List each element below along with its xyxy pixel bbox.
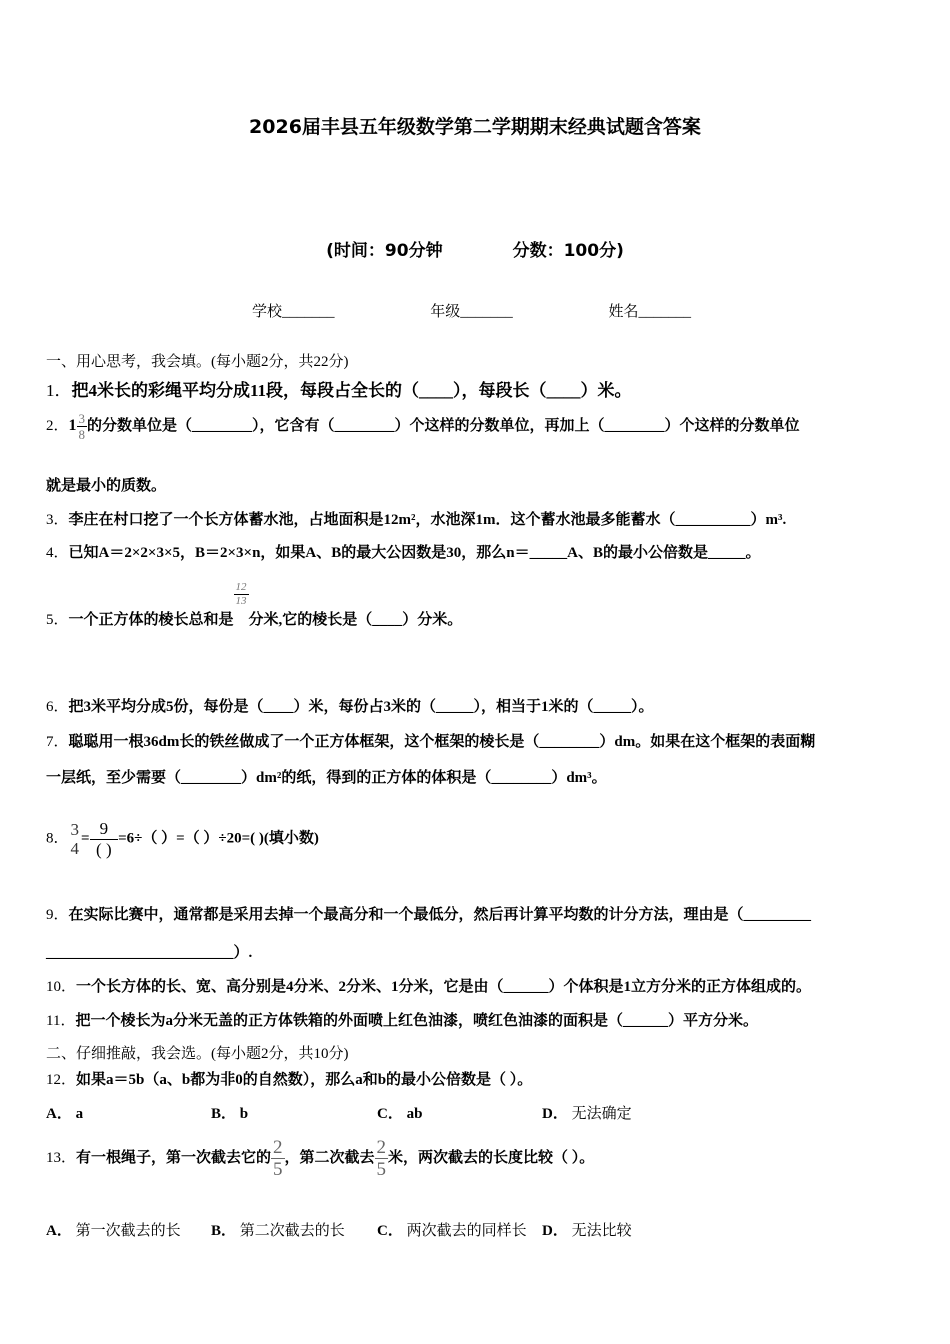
question-1: 1．把4米长的彩绳平均分成11段，每段占全长的（____），每段长（____）米。 (46, 381, 632, 400)
option-c[interactable]: C． ab (377, 1106, 423, 1122)
option-a[interactable]: A． a (46, 1106, 84, 1122)
option-b[interactable]: B． 第二次截去的长 (211, 1223, 345, 1239)
option-b[interactable]: B． b (211, 1106, 249, 1122)
question-7: 7．聪聪用一根36dm长的铁丝做成了一个正方体框架，这个框架的棱长是（________）dm。如果在这个框架的表面糊 (46, 734, 816, 750)
score-info: 分数：100分) (512, 241, 624, 261)
option-d[interactable]: D． 无法确定 (542, 1106, 632, 1122)
question-13: 13．有一根绳子，第一次截去它的 $\frac{2}{5}$ ，第二次截去 $\frac{2}{5}$ 米，两次截去的长度比较（ ）。 (46, 1137, 595, 1180)
question-8: 8． 3 4 = $\frac{9}{( )}$ =6÷（ ）=（ ）÷20=( )(填小数) (46, 819, 319, 859)
question-3: 3．李庄在村口挖了一个长方体蓄水池，占地面积是12m²，水池深1m．这个蓄水池最多能蓄水（__________）m³. (46, 512, 787, 528)
name-field[interactable]: 姓名_______ (608, 304, 692, 320)
fraction: $\frac{2}{5}$ (273, 1137, 283, 1180)
option-c[interactable]: C． 两次截去的同样长 (377, 1223, 527, 1239)
time-info: (时间：90分钟 (326, 241, 443, 261)
fraction: $\frac{9}{( )}$ (90, 820, 119, 858)
question-2-continued: 就是最小的质数。 (46, 478, 167, 494)
fraction: $\frac{2}{5}$ (376, 1137, 387, 1180)
fraction: $\frac{12}{13}$ (235, 581, 247, 608)
fraction: $\frac{3}{8}$ (78, 411, 86, 442)
question-5: 5．一个正方体的棱长总和是 $\frac{12}{13}$ 分米,它的棱长是（____）分米。 (46, 581, 463, 628)
section-1-heading: 一、用心思考，我会填。(每小题2分，共22分) (46, 354, 349, 370)
option-d[interactable]: D． 无法比较 (542, 1223, 632, 1239)
grade-field[interactable]: 年级_______ (430, 304, 513, 320)
question-4: 4．已知A＝2×2×3×5，B＝2×3×n，如果A、B的最大公因数是30，那么n＝_____A、B的最小公倍数是_____。 (46, 545, 761, 561)
page-title: 2026届丰县五年级数学第二学期期末经典试题含答案 (249, 116, 701, 138)
question-10: 10．一个长方体的长、宽、高分别是4分米、2分米、1分米，它是由（______）个体积是1立方分米的正方体组成的。 (46, 979, 812, 995)
question-11: 11．把一个棱长为a分米无盖的正方体铁箱的外面喷上红色油漆，喷红色油漆的面积是（______）平方分米。 (46, 1013, 758, 1029)
question-2: 2．1 $\frac{3}{8}$ 的分数单位是（________），它含有（________）个这样的分数单位，再加上（________）个这样的分数单位 (46, 411, 800, 442)
question-6: 6．把3米平均分成5份，每份是（____）米，每份占3米的（_____），相当于1米的（_____）。 (46, 699, 654, 715)
question-9-continued: _________________________）. (46, 945, 253, 961)
school-field[interactable]: 学校_______ (252, 304, 335, 320)
section-2-heading: 二、仔细推敲，我会选。(每小题2分，共10分) (46, 1046, 349, 1062)
question-12: 12．如果a＝5b（a、b都为非0的自然数），那么a和b的最小公倍数是（ ）。 (46, 1072, 533, 1088)
student-fields (252, 300, 691, 321)
question-9: 9．在实际比赛中，通常都是采用去掉一个最高分和一个最低分，然后再计算平均数的计分方法，理由是（_________ (46, 907, 812, 923)
exam-info (0, 236, 950, 261)
fraction: 3 4 (70, 820, 80, 858)
question-7-continued: 一层纸，至少需要（________）dm²的纸，得到的正方体的体积是（________）dm³。 (46, 770, 607, 786)
option-a[interactable]: A． 第一次截去的长 (46, 1223, 181, 1239)
